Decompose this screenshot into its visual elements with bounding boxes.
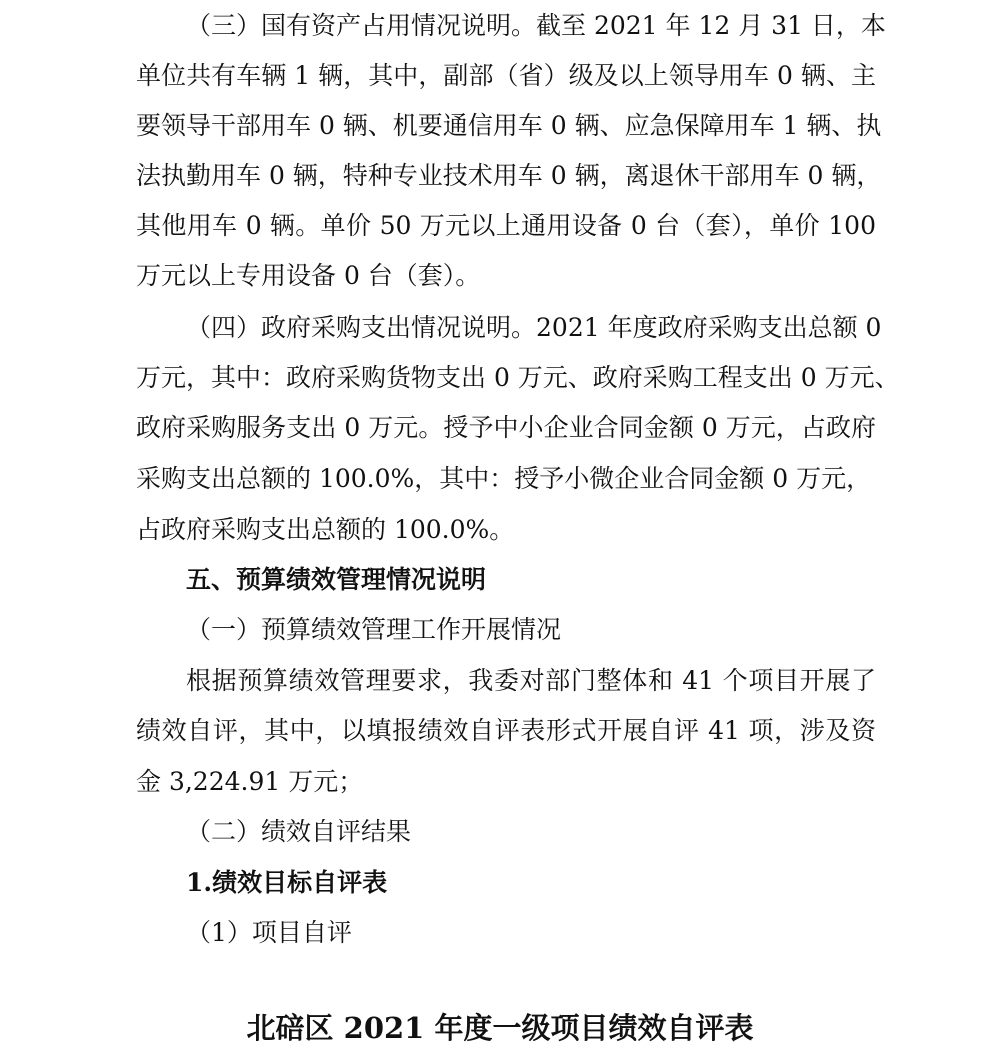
- para-5-1-line-1: 根据预算绩效管理要求，我委对部门整体和 41 个项目开展了: [186, 666, 876, 695]
- para-3-line-6: 万元以上专用设备 0 台（套）。: [136, 261, 481, 290]
- para-3-line-2: 单位共有车辆 1 辆，其中，副部（省）级及以上领导用车 0 辆、主: [136, 61, 876, 90]
- para-3-line-5: 其他用车 0 辆。单价 50 万元以上通用设备 0 台（套），单价 100: [136, 211, 876, 240]
- subsection-1-heading: （一）预算绩效管理工作开展情况: [186, 615, 562, 644]
- item-1-subheading: （1）项目自评: [186, 918, 352, 947]
- para-5-1-line-3: 金 3,224.91 万元；: [136, 767, 364, 796]
- para-4-line-2: 万元，其中：政府采购货物支出 0 万元、政府采购工程支出 0 万元、: [136, 363, 900, 392]
- para-4-line-3: 政府采购服务支出 0 万元。授予中小企业合同金额 0 万元，占政府: [136, 413, 876, 442]
- para-4-line-4: 采购支出总额的 100.0%，其中：授予小微企业合同金额 0 万元，: [136, 464, 872, 493]
- para-3-line-3: 要领导干部用车 0 辆、机要通信用车 0 辆、应急保障用车 1 辆、执: [136, 111, 882, 140]
- subsection-2-heading: （二）绩效自评结果: [186, 817, 412, 846]
- para-4-line-5: 占政府采购支出总额的 100.0%。: [136, 515, 515, 544]
- para-3-line-1: （三）国有资产占用情况说明。截至 2021 年 12 月 31 日，本: [186, 11, 886, 40]
- item-1-heading: 1.绩效目标自评表: [186, 868, 388, 897]
- para-4-line-1: （四）政府采购支出情况说明。2021 年度政府采购支出总额 0: [186, 313, 882, 342]
- para-3-line-4: 法执勤用车 0 辆，特种专业技术用车 0 辆，离退休干部用车 0 辆，: [136, 161, 882, 190]
- table-title: 北碚区 2021 年度一级项目绩效自评表: [246, 1011, 754, 1045]
- para-5-1-line-2: 绩效自评，其中，以填报绩效自评表形式开展自评 41 项，涉及资: [136, 716, 876, 745]
- section-5-heading: 五、预算绩效管理情况说明: [186, 565, 487, 594]
